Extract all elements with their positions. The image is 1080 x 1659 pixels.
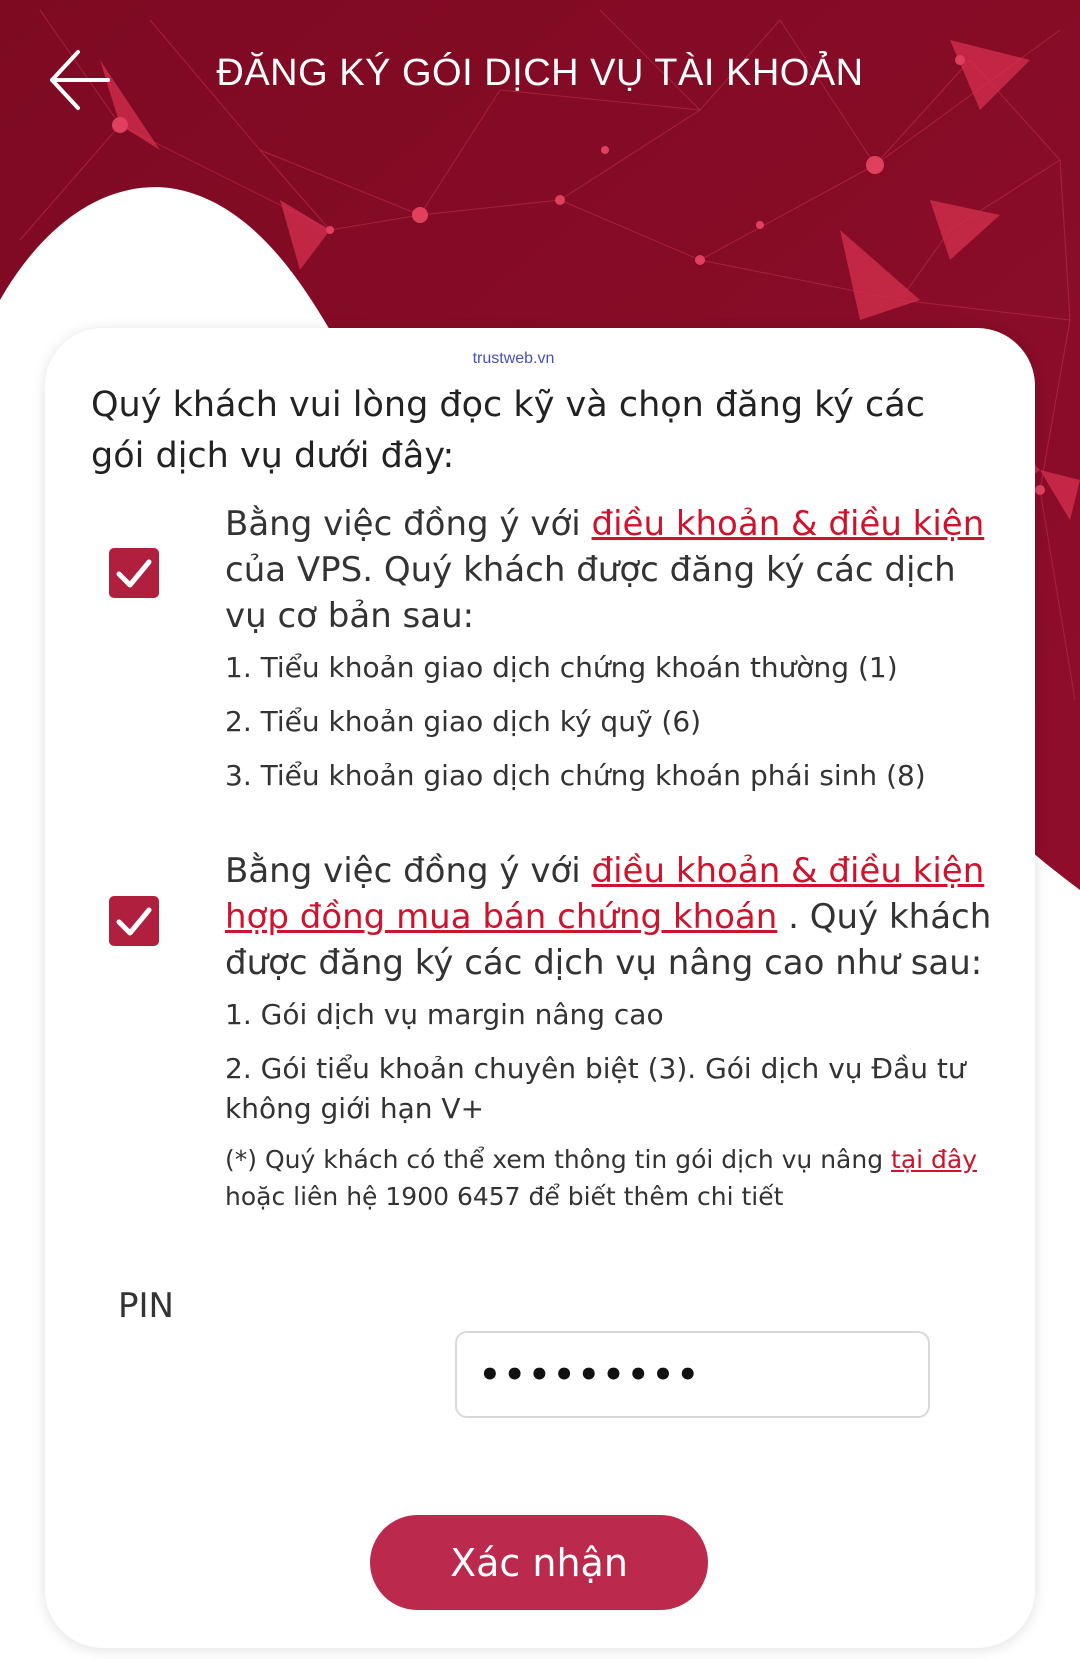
terms-link[interactable]: điều khoản & điều kiện bbox=[591, 851, 985, 891]
terms-link[interactable]: điều khoản & điều kiện bbox=[591, 504, 985, 544]
list-item: 1. Gói dịch vụ margin nâng cao bbox=[225, 998, 664, 1031]
details-link[interactable]: tại đây bbox=[891, 1145, 978, 1174]
pin-label: PIN bbox=[118, 1286, 174, 1326]
intro-text: Quý khách vui lòng đọc kỹ và chọn đăng ký các gói dịch vụ dưới đây: bbox=[91, 385, 925, 476]
back-arrow-icon[interactable] bbox=[40, 40, 120, 120]
watermark: trustweb.vn bbox=[472, 350, 555, 367]
contract-link[interactable]: hợp đồng mua bán chứng khoán bbox=[225, 897, 778, 937]
advanced-note bbox=[225, 1141, 1005, 1215]
basic-services-section bbox=[225, 501, 1005, 796]
basic-agree-prefix: Bằng việc đồng ý với bbox=[225, 504, 592, 544]
checkmark-icon bbox=[109, 896, 159, 946]
confirm-button[interactable]: Xác nhận bbox=[370, 1515, 708, 1610]
note-prefix: (*) Quý khách có thể xem thông tin gói dịch vụ nâng bbox=[225, 1145, 892, 1174]
page-title: ĐĂNG KÝ GÓI DỊCH VỤ TÀI KHOẢN bbox=[216, 52, 864, 94]
advanced-agree-prefix: Bằng việc đồng ý với bbox=[225, 851, 592, 891]
checkmark-icon bbox=[109, 548, 159, 598]
basic-agree-text bbox=[225, 501, 1005, 639]
registration-card bbox=[45, 328, 1035, 1648]
list-item: 1. Tiểu khoản giao dịch chứng khoán thường (1) bbox=[225, 651, 898, 684]
list-item: 2. Tiểu khoản giao dịch ký quỹ (6) bbox=[225, 705, 702, 738]
pin-input[interactable] bbox=[455, 1331, 930, 1418]
advanced-agree-text bbox=[225, 848, 1005, 986]
list-item: 2. Gói tiểu khoản chuyên biệt (3). Gói dịch vụ Đầu tư không giới hạn V+ bbox=[225, 1052, 966, 1125]
advanced-agree-suffix: . Quý khách được đăng ký các dịch vụ nâng cao như sau: bbox=[225, 897, 992, 983]
list-item: 3. Tiểu khoản giao dịch chứng khoán phái sinh (8) bbox=[225, 759, 926, 792]
basic-services-checkbox[interactable] bbox=[109, 548, 159, 598]
advanced-services-section bbox=[225, 848, 1005, 1215]
advanced-services-checkbox[interactable] bbox=[109, 896, 159, 946]
basic-agree-suffix: của VPS. Quý khách được đăng ký các dịch vụ cơ bản sau: bbox=[225, 550, 956, 636]
note-suffix: hoặc liên hệ 1900 6457 để biết thêm chi tiết bbox=[225, 1182, 784, 1211]
